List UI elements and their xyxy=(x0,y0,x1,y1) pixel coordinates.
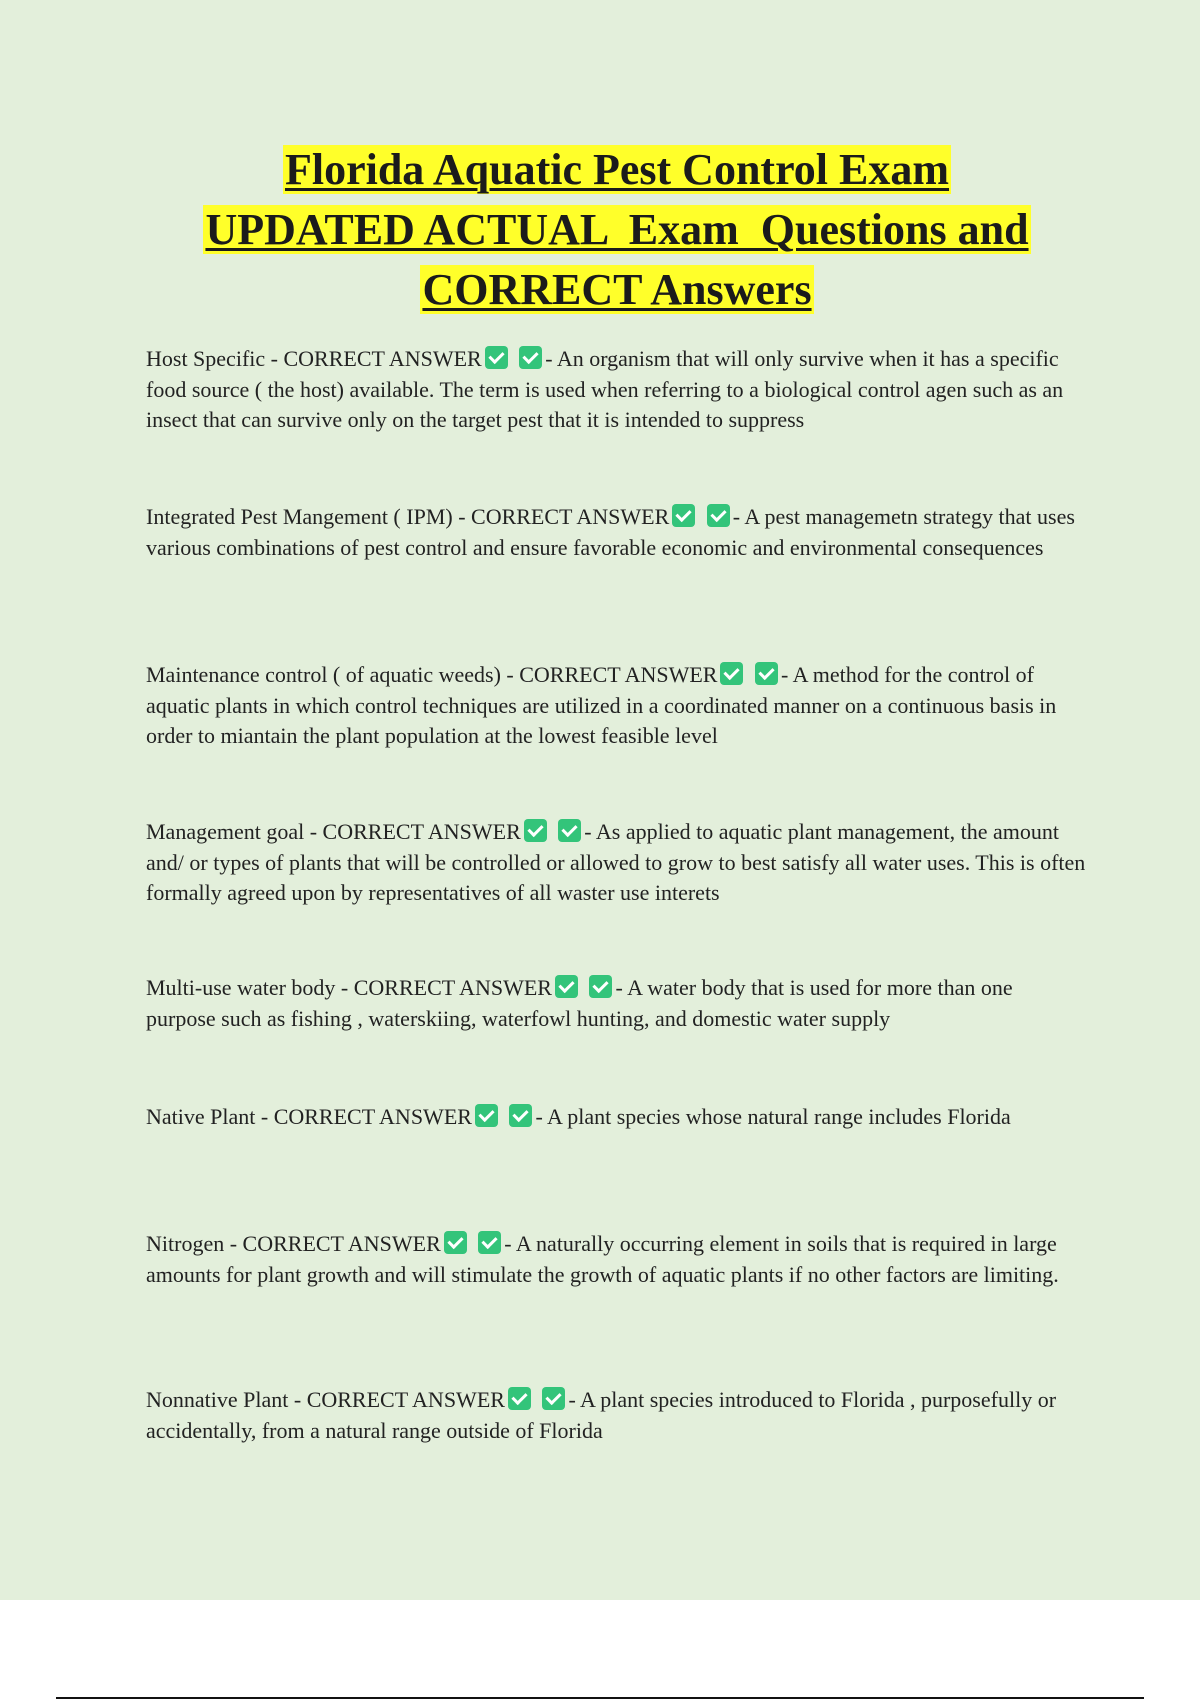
entry-term: Integrated Pest Mangement ( IPM) - CORRECT ANSWER xyxy=(146,504,670,529)
check-box-icon xyxy=(485,346,508,369)
check-box-icon xyxy=(720,662,743,685)
footer-divider xyxy=(56,1697,1144,1699)
qa-entry-host-specific xyxy=(146,344,1086,436)
check-box-icon xyxy=(672,504,695,527)
qa-entry-native-plant xyxy=(146,1102,1086,1133)
entry-term: Native Plant - CORRECT ANSWER xyxy=(146,1104,472,1129)
entry-term: Host Specific - CORRECT ANSWER xyxy=(146,346,482,371)
qa-entry-nonnative-plant xyxy=(146,1385,1086,1446)
qa-entry-multi-use-water-body xyxy=(146,973,1086,1034)
entry-definition: - A pest managemetn strategy that uses various combinations of pest control and ensure favorable economic and environmental consequences xyxy=(146,504,1075,560)
entry-definition: - As applied to aquatic plant management, the amount and/ or types of plants that will be controlled or allowed to grow to best satisfy all water uses. This is often formally agreed upon by representatives of all waster use interets xyxy=(146,819,1086,905)
check-box-icon xyxy=(509,1104,532,1127)
qa-entry-management-goal xyxy=(146,817,1086,909)
check-box-icon xyxy=(508,1387,531,1410)
check-box-icon xyxy=(475,1104,498,1127)
entry-term: Management goal - CORRECT ANSWER xyxy=(146,819,521,844)
qa-entry-ipm xyxy=(146,502,1086,563)
entry-definition: - A water body that is used for more than one purpose such as fishing , waterskiing, waterfowl hunting, and domestic water supply xyxy=(146,975,1013,1031)
check-box-icon xyxy=(542,1387,565,1410)
check-box-icon xyxy=(519,346,542,369)
document-title xyxy=(100,140,1134,320)
entry-definition: - A naturally occurring element in soils that is required in large amounts for plant growth and will stimulate the growth of aquatic plants if no other factors are limiting. xyxy=(146,1231,1059,1287)
check-box-icon xyxy=(558,819,581,842)
check-box-icon xyxy=(524,819,547,842)
title-line-3: CORRECT Answers xyxy=(422,265,812,314)
entry-definition: - An organism that will only survive when it has a specific food source ( the host) available. The term is used when referring to a biological control agen such as an insect that can survive only on the target pest that it is intended to suppress xyxy=(146,346,1064,432)
title-line-2: UPDATED ACTUAL Exam Questions and xyxy=(205,205,1029,254)
qa-entry-maintenance-control xyxy=(146,660,1086,752)
check-box-icon xyxy=(589,975,612,998)
entry-definition: - A method for the control of aquatic plants in which control techniques are utilized in a coordinated manner on a continuous basis in order to miantain the plant population at the lowest feasible level xyxy=(146,662,1057,748)
entry-definition: - A plant species introduced to Florida , purposefully or accidentally, from a natural range outside of Florida xyxy=(146,1387,1057,1443)
entry-definition: - A plant species whose natural range includes Florida xyxy=(535,1104,1011,1129)
check-box-icon xyxy=(707,504,730,527)
entry-term: Maintenance control ( of aquatic weeds) - CORRECT ANSWER xyxy=(146,662,718,687)
entry-term: Multi-use water body - CORRECT ANSWER xyxy=(146,975,552,1000)
check-box-icon xyxy=(478,1231,501,1254)
check-box-icon xyxy=(755,662,778,685)
check-box-icon xyxy=(555,975,578,998)
title-line-1: Florida Aquatic Pest Control Exam xyxy=(284,145,950,194)
qa-entry-nitrogen xyxy=(146,1229,1086,1290)
entry-term: Nitrogen - CORRECT ANSWER xyxy=(146,1231,441,1256)
entry-term: Nonnative Plant - CORRECT ANSWER xyxy=(146,1387,505,1412)
check-box-icon xyxy=(444,1231,467,1254)
